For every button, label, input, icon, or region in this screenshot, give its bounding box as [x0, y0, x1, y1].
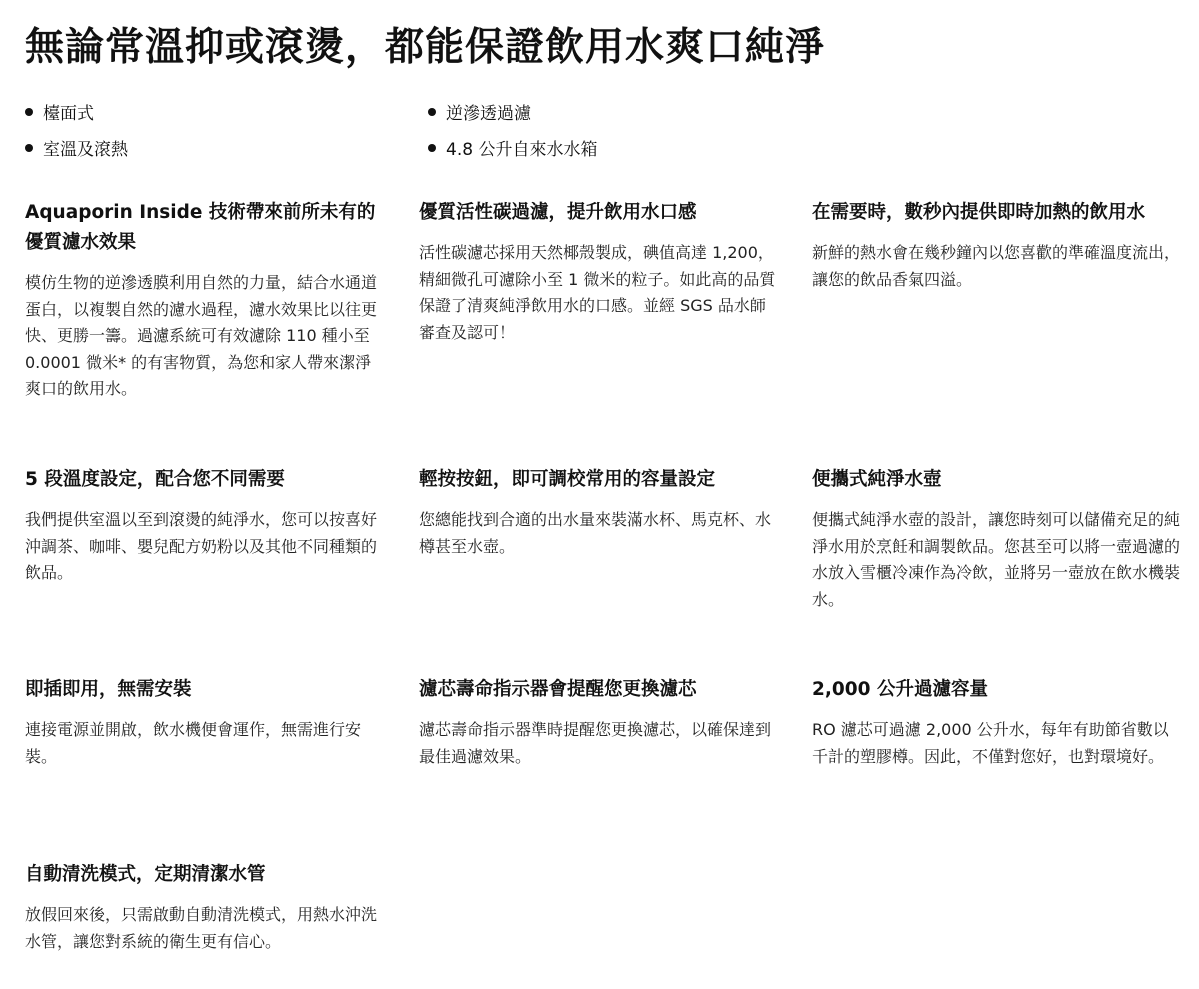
feature-plug-and-play [25, 675, 387, 770]
feature-body: 模仿生物的逆滲透膜利用自然的力量，結合水通道蛋白，以複製自然的濾水過程，濾水效果比以往更快、更勝一籌。過濾系統可有效濾除 110 種小至 0.0001 微米* 的有害物質，為您和家人帶來潔淨爽口的飲用水。 [25, 273, 378, 398]
feature-filter-capacity [812, 675, 1184, 770]
feature-body: 新鮮的熱水會在幾秒鐘內以您喜歡的準確溫度流出，讓您的飲品香氣四溢。 [812, 243, 1181, 289]
bullet-dot-icon [25, 108, 33, 116]
bullet-dot-icon [428, 108, 436, 116]
feature-instant-heating [812, 198, 1184, 293]
bullet-column-left [25, 96, 128, 168]
bullet-item [25, 96, 128, 132]
feature-title: 在需要時，數秒內提供即時加熱的飲用水 [812, 202, 1146, 223]
bullet-item [428, 96, 597, 132]
feature-title: Aquaporin Inside 技術帶來前所未有的優質濾水效果 [25, 202, 376, 253]
feature-title: 即插即用，無需安裝 [25, 679, 192, 700]
page-title: 無論常溫抑或滾燙，都能保證飲用水爽口純淨 [25, 25, 826, 70]
feature-title: 優質活性碳過濾，提升飲用水口感 [419, 202, 697, 223]
bullet-item [25, 132, 128, 168]
feature-bullet-list [25, 96, 745, 172]
bullet-text: 4.8 公升自來水水箱 [446, 140, 598, 160]
feature-body: 我們提供室溫以至到滾燙的純淨水，您可以按喜好沖調茶、咖啡、嬰兒配方奶粉以及其他不同種類的飲品。 [25, 510, 378, 582]
feature-title: 便攜式純淨水壺 [812, 469, 942, 490]
feature-filter-indicator [419, 675, 781, 770]
feature-title: 自動清洗模式，定期清潔水管 [25, 864, 266, 885]
bullet-dot-icon [428, 144, 436, 152]
feature-body: 您總能找到合適的出水量來裝滿水杯、馬克杯、水樽甚至水壺。 [419, 510, 772, 556]
feature-body: 連接電源並開啟，飲水機便會運作，無需進行安裝。 [25, 720, 362, 766]
bullet-text: 逆滲透過濾 [446, 104, 531, 124]
feature-body: 放假回來後，只需啟動自動清洗模式，用熱水沖洗水管，讓您對系統的衛生更有信心。 [25, 905, 378, 951]
feature-temperature-settings [25, 465, 387, 587]
bullet-column-right [428, 96, 597, 168]
feature-title: 5 段溫度設定，配合您不同需要 [25, 469, 285, 490]
feature-body: 便攜式純淨水壺的設計，讓您時刻可以儲備充足的純淨水用於烹飪和調製飲品。您甚至可以將一壺過濾的水放入雪櫃冷凍作為冷飲，並將另一壺放在飲水機裝水。 [812, 510, 1181, 609]
feature-auto-flush [25, 860, 387, 955]
feature-aquaporin [25, 198, 387, 403]
bullet-item [428, 132, 597, 168]
feature-title: 輕按按鈕，即可調校常用的容量設定 [419, 469, 716, 490]
feature-volume-settings [419, 465, 781, 560]
bullet-dot-icon [25, 144, 33, 152]
feature-carbon-filter [419, 198, 781, 346]
feature-body: 活性碳濾芯採用天然椰殼製成，碘值高達 1,200，精細微孔可濾除小至 1 微米的粒子。如此高的品質保證了清爽純淨飲用水的口感。並經 SGS 品水師審查及認可！ [419, 243, 776, 342]
feature-body: 濾芯壽命指示器準時提醒您更換濾芯，以確保達到最佳過濾效果。 [419, 720, 772, 766]
feature-title: 濾芯壽命指示器會提醒您更換濾芯 [419, 679, 697, 700]
bullet-text: 檯面式 [43, 104, 94, 124]
feature-body: RO 濾芯可過濾 2,000 公升水，每年有助節省數以千計的塑膠樽。因此，不僅對您好，也對環境好。 [812, 720, 1169, 766]
feature-portable-jug [812, 465, 1184, 613]
feature-title: 2,000 公升過濾容量 [812, 679, 988, 700]
bullet-text: 室溫及滾熱 [43, 140, 128, 160]
